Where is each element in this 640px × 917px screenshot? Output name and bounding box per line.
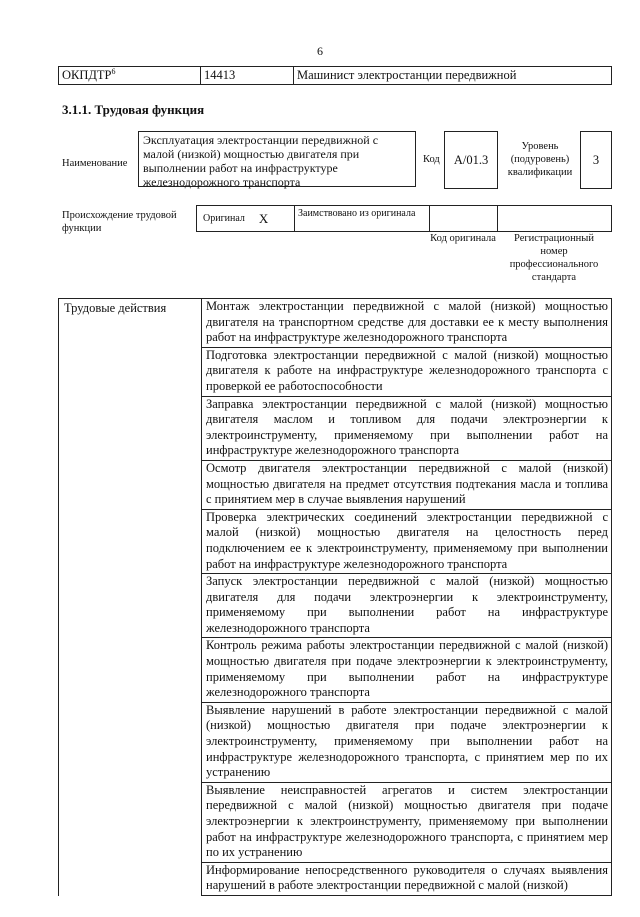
labor-action-item: Заправка электростанции передвижной с малой (низкой) мощностью двигателя маслом и топливом для подачи электроэнергии к электроинструменту, применяемому при выполнении работ на инфраструктуре железнодорожного транспорта bbox=[202, 397, 611, 461]
original-label: Оригинал bbox=[203, 213, 245, 224]
okpdtr-footnote: 6 bbox=[111, 66, 116, 76]
reg-number-cell bbox=[498, 206, 611, 231]
origin-row bbox=[196, 205, 612, 232]
labor-actions-list bbox=[202, 299, 611, 896]
function-code: A/01.3 bbox=[444, 131, 498, 189]
qualification-level-label: Уровень (подуровень) квалификации bbox=[507, 141, 573, 178]
borrowed-label: Заимствовано из оригинала bbox=[295, 206, 430, 231]
name-label: Наименование bbox=[62, 158, 128, 169]
reg-number-caption: Регистрационный номер профессионального стандарта bbox=[509, 233, 599, 283]
labor-action-item: Выявление нарушений в работе электростанции передвижной с малой (низкой) мощностью двигателя при подаче электроэнергии к электроинструменту, применяемому при выполнении работ на инфраструктуре железнодорожного транспорта, с принятием мер по их устранению bbox=[202, 703, 611, 783]
labor-action-item: Подготовка электростанции передвижной с малой (низкой) мощностью двигателя к работе на инфраструктуре железнодорожного транспорта с проверкой ее работоспособности bbox=[202, 348, 611, 397]
labor-action-item: Проверка электрических соединений электростанции передвижной с малой (низкой) мощностью двигателя на целостность перед подключением ее к электроинструменту, применяемому при выполнении работ на инфраструктуре железнодорожного транспорта bbox=[202, 510, 611, 574]
original-code-cell bbox=[430, 206, 498, 231]
original-code-caption: Код оригинала bbox=[430, 233, 496, 244]
origin-label: Происхождение трудовой функции bbox=[62, 210, 177, 234]
original-cell bbox=[197, 206, 295, 231]
labor-action-item: Осмотр двигателя электростанции передвижной с малой (низкой) мощностью двигателя на предмет отсутствия подтекания масла и топлива с принятием мер в случае выявления нарушений bbox=[202, 461, 611, 510]
code-label: Код bbox=[423, 154, 440, 165]
okpdtr-code: 14413 bbox=[201, 67, 294, 84]
okpdtr-row bbox=[58, 66, 612, 85]
labor-action-item: Выявление неисправностей агрегатов и систем электростанции передвижной с малой (низкой) мощностью двигателя при подаче электроэнергии к электроинструменту, применяемому при выполнении работ на инфраструктуре железнодорожного транспорта, с принятием мер по их устранению bbox=[202, 783, 611, 863]
labor-action-item: Запуск электростанции передвижной с малой (низкой) мощностью двигателя для подачи электроэнергии к электроинструменту, применяемому при выполнении работ на инфраструктуре железнодорожного транспорта bbox=[202, 574, 611, 638]
page-number: 6 bbox=[317, 44, 323, 58]
labor-action-item: Монтаж электростанции передвижной с малой (низкой) мощностью двигателя на транспортном средстве для доставки ее к месту выполнения работ на инфраструктуре железнодорожного транспорта bbox=[202, 299, 611, 348]
okpdtr-label: ОКПДТР bbox=[62, 68, 112, 82]
section-title: 3.1.1. Трудовая функция bbox=[62, 102, 205, 117]
qualification-level: 3 bbox=[580, 131, 612, 189]
original-mark: X bbox=[258, 210, 269, 226]
labor-actions-label: Трудовые действия bbox=[59, 299, 202, 896]
function-name: Эксплуатация электростанции передвижной с малой (низкой) мощностью двигателя при выполнении работ на инфраструктуре железнодорожного транспорта bbox=[138, 131, 416, 187]
labor-action-item: Информирование непосредственного руководителя о случаях выявления нарушений в работе электростанции передвижной с малой (низкой) bbox=[202, 863, 611, 896]
labor-actions-table bbox=[58, 298, 612, 896]
okpdtr-label-cell bbox=[59, 67, 201, 84]
okpdtr-name: Машинист электростанции передвижной bbox=[297, 68, 517, 82]
labor-action-item: Контроль режима работы электростанции передвижной с малой (низкой) мощностью двигателя при подаче электроэнергии к электроинструменту, применяемому при выполнении работ на инфраструктуре железнодорожного транспорта bbox=[202, 638, 611, 702]
